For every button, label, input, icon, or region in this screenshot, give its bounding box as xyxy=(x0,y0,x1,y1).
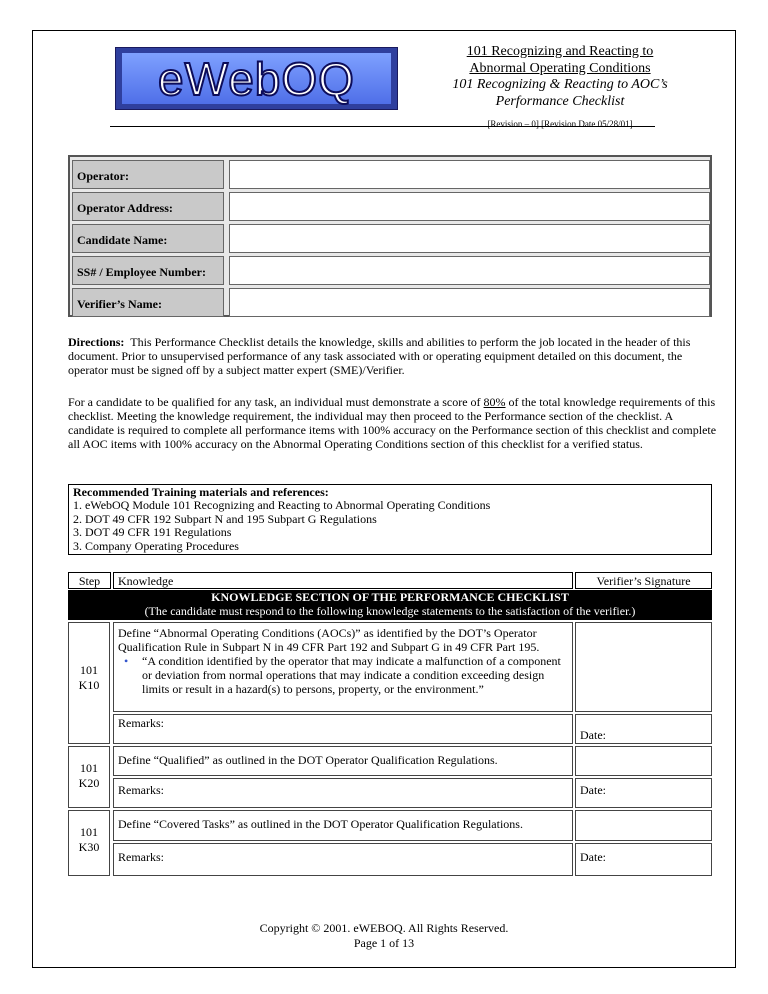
knowledge-text: Define “Qualified” as outlined in the DOT Operator Qualification Regulations. xyxy=(118,753,498,767)
knowledge-section-banner xyxy=(68,590,712,620)
verifier-name-field[interactable] xyxy=(229,288,710,317)
step-cell-k30 xyxy=(68,810,110,876)
step-number: 101 xyxy=(80,761,98,775)
step-number: 101 xyxy=(80,825,98,839)
date-field-k20[interactable] xyxy=(575,778,712,808)
ewebq-logo xyxy=(115,47,398,110)
column-header-signature: Verifier’s Signature xyxy=(575,572,712,589)
remarks-label: Remarks: xyxy=(118,783,164,797)
candidate-name-row xyxy=(72,224,708,253)
training-references-box xyxy=(68,484,712,555)
employee-number-row xyxy=(72,256,708,285)
knowledge-text: Define “Covered Tasks” as outlined in the DOT Operator Qualification Regulations. xyxy=(118,817,523,831)
step-code: K30 xyxy=(78,840,100,854)
knowledge-cell-k20 xyxy=(113,746,573,776)
header-title-line1: 101 Recognizing and Reacting to xyxy=(466,44,654,59)
knowledge-section-title: KNOWLEDGE SECTION OF THE PERFORMANCE CHECKLIST xyxy=(211,590,569,604)
date-field-k10[interactable] xyxy=(575,714,712,744)
column-header-step: Step xyxy=(68,572,111,589)
candidate-name-field[interactable] xyxy=(229,224,710,253)
step-code: K10 xyxy=(78,678,100,692)
signature-field-k10[interactable] xyxy=(575,622,712,712)
candidate-name-label: Candidate Name: xyxy=(72,224,224,253)
step-number: 101 xyxy=(80,663,98,677)
operator-info-table xyxy=(68,155,712,317)
revision-info: [Revision – 0] [Revision Date 05/28/01] xyxy=(487,119,633,129)
step-code: K20 xyxy=(78,776,100,790)
training-item: 3. DOT 49 CFR 191 Regulations xyxy=(73,525,232,540)
remarks-label: Remarks: xyxy=(118,850,164,864)
directions-paragraph xyxy=(68,335,718,377)
signature-field-k30[interactable] xyxy=(575,810,712,841)
footer-copyright: Copyright © 2001. eWEBOQ. All Rights Reserved. xyxy=(259,921,509,935)
employee-number-field[interactable] xyxy=(229,256,710,285)
directions-label: Directions: xyxy=(68,335,125,349)
operator-row xyxy=(72,160,708,189)
verifier-name-label: Verifier’s Name: xyxy=(72,288,224,317)
operator-address-row xyxy=(72,192,708,221)
step-cell-k10 xyxy=(68,622,110,744)
training-item: 1. eWebOQ Module 101 Recognizing and Reacting to Abnormal Operating Conditions xyxy=(73,498,491,513)
operator-label: Operator: xyxy=(72,160,224,189)
header-title-line2: Abnormal Operating Conditions xyxy=(469,60,651,76)
column-header-knowledge: Knowledge xyxy=(113,572,573,589)
qualification-text-a: For a candidate to be qualified for any task, an individual must demonstrate a score of xyxy=(68,395,484,409)
directions-text: This Performance Checklist details the knowledge, skills and abilities to perform the job located in the header of this document. Prior to unsupervised performance of any task associated with or operating equipment detailed on this document, the operator must be signed off by a subject matter expert (SME)/Verifier. xyxy=(68,335,691,377)
footer-page-number: Page 1 of 13 xyxy=(353,936,415,950)
date-field-k30[interactable] xyxy=(575,843,712,876)
header-title-line3: 101 Recognizing & Reacting to AOC’s xyxy=(452,77,668,92)
step-cell-k20 xyxy=(68,746,110,808)
knowledge-text: Define “Abnormal Operating Conditions (AOCs)” as identified by the DOT’s Operator Qualification Rule in Subpart N in 49 CFR Part 192 and Subpart G in 49 CFR Part 195. xyxy=(118,626,540,654)
header-divider xyxy=(110,126,655,127)
bullet-icon: • xyxy=(124,654,129,668)
operator-address-field[interactable] xyxy=(229,192,710,221)
knowledge-section-subtitle: (The candidate must respond to the following knowledge statements to the satisfaction of the verifier.) xyxy=(144,604,636,618)
signature-field-k20[interactable] xyxy=(575,746,712,776)
knowledge-bullet-text: “A condition identified by the operator that may indicate a malfunction of a component or deviation from normal operations that may indicate a condition exceeding design limits or result in a hazard(s) to persons, property, or the environment.” xyxy=(142,654,561,696)
knowledge-cell-k10 xyxy=(113,622,573,712)
remarks-label: Remarks: xyxy=(118,716,164,730)
date-label: Date: xyxy=(580,850,606,864)
document-header xyxy=(420,44,700,110)
remarks-field-k20[interactable] xyxy=(113,778,573,808)
date-label: Date: xyxy=(580,783,606,797)
operator-address-label: Operator Address: xyxy=(72,192,224,221)
qualification-percent: 80% xyxy=(483,395,506,409)
logo-text: eWebOQ xyxy=(158,52,355,105)
remarks-field-k10[interactable] xyxy=(113,714,573,744)
header-title-line4: Performance Checklist xyxy=(495,93,625,109)
training-item: 2. DOT 49 CFR 192 Subpart N and 195 Subpart G Regulations xyxy=(73,511,377,526)
operator-field[interactable] xyxy=(229,160,710,189)
qualification-text-b: of the total knowledge requirements of this checklist. Meeting the knowledge requirement, the individual may then proceed to the Performance section of the checklist. A candidate is required to complete all performance items with 100% accuracy on the Performance section of this checklist and complete all AOC items with 100% accuracy on the Abnormal Operating Conditions section of this checklist for a verified status. xyxy=(68,395,717,451)
verifier-name-row xyxy=(72,288,708,317)
qualification-paragraph xyxy=(68,395,718,451)
training-item: 3. Company Operating Procedures xyxy=(73,538,239,553)
employee-number-label: SS# / Employee Number: xyxy=(72,256,224,285)
training-title: Recommended Training materials and references: xyxy=(73,485,329,499)
date-label: Date: xyxy=(580,728,606,742)
remarks-field-k30[interactable] xyxy=(113,843,573,876)
knowledge-cell-k30 xyxy=(113,810,573,841)
knowledge-bullet-item xyxy=(118,654,568,696)
